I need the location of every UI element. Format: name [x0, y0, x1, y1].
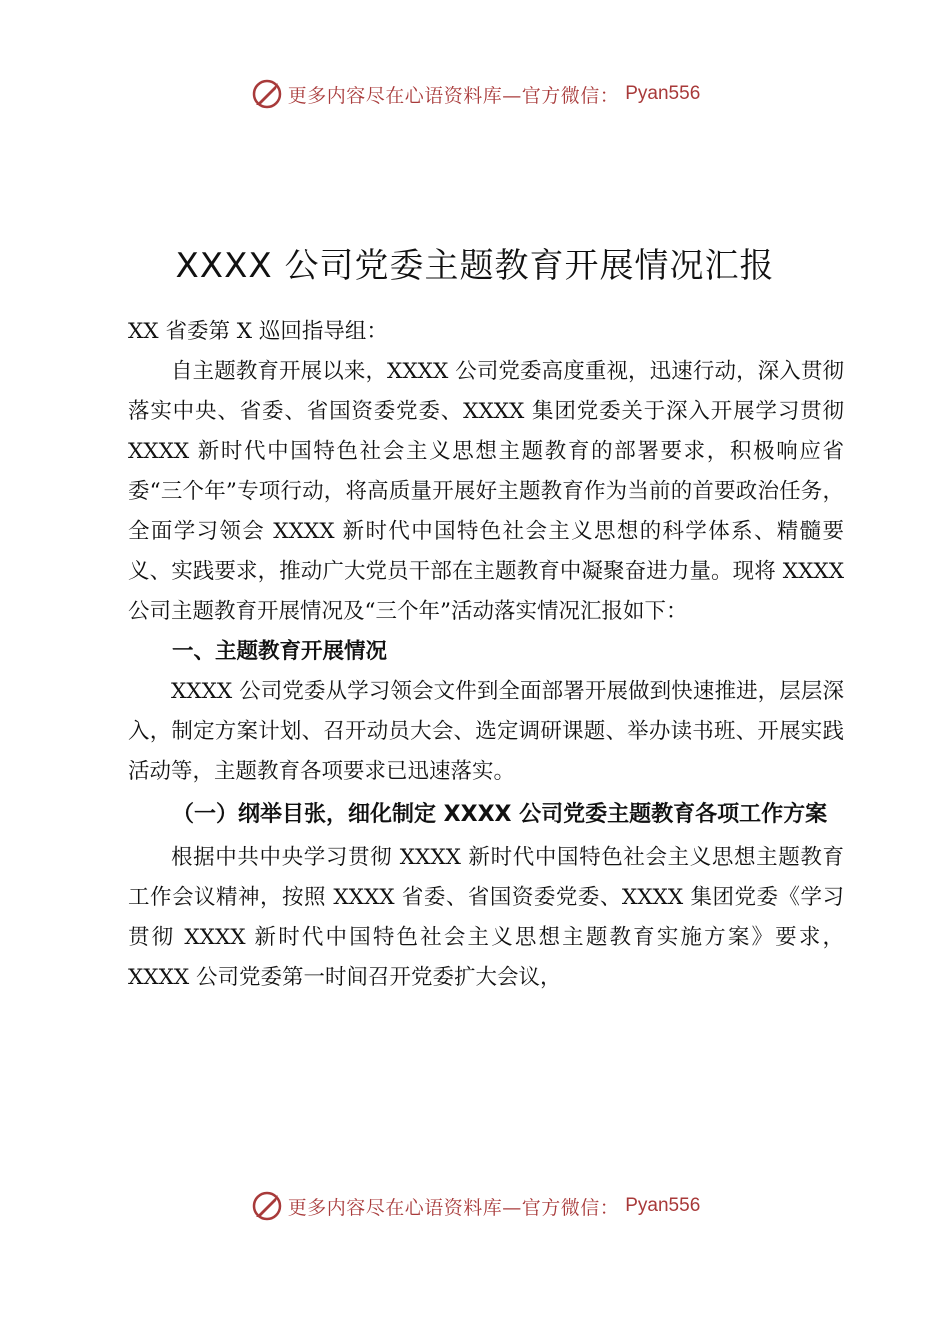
watermark-wechat-id: Pyan556: [625, 1195, 701, 1216]
subsection-paragraph: 根据中共中央学习贯彻 XXXX 新时代中国特色社会主义思想主题教育工作会议精神，按照 XXXX 省委、省国资委党委、XXXX 集团党委《学习贯彻 XXXX 新时代中国特色社会主义思想主题教育实施方案》要求，XXXX 公司党委第一时间召开党委扩大会议，: [128, 845, 844, 990]
salutation: XX 省委第 X 巡回指导组：: [128, 319, 388, 344]
document-title: XXXX 公司党委主题教育开展情况汇报: [175, 246, 775, 286]
footer-watermark: [0, 1186, 950, 1226]
watermark-text: 更多内容尽在心语资料库—官方微信：: [287, 1196, 620, 1219]
intro-paragraph: 自主题教育开展以来，XXXX 公司党委高度重视，迅速行动，深入贯彻落实中央、省委、省国资委党委、XXXX 集团党委关于深入开展学习贯彻 XXXX 新时代中国特色社会主义思想主题教育的部署要求，积极响应省委“三个年”专项行动，将高质量开展好主题教育作为当前的首要政治任务，全面学习领会 XXXX 新时代中国特色社会主义思想的科学体系、精髓要义、实践要求，推动广大党员干部在主题教育中凝聚奋进力量。现将 XXXX 公司主题教育开展情况及“三个年”活动落实情况汇报如下：: [128, 359, 844, 624]
quill-logo-icon: [250, 1189, 284, 1223]
section-heading: 一、主题教育开展情况: [172, 639, 388, 664]
watermark-wechat-id: Pyan556: [625, 83, 701, 104]
watermark-text: 更多内容尽在心语资料库—官方微信：: [287, 84, 620, 107]
subsection-heading: （一）纲举目张，细化制定 XXXX 公司党委主题教育各项工作方案: [172, 802, 828, 827]
header-watermark: [0, 74, 950, 114]
section-paragraph: XXXX 公司党委从学习领会文件到全面部署开展做到快速推进，层层深入，制定方案计划、召开动员大会、选定调研课题、举办读书班、开展实践活动等，主题教育各项要求已迅速落实。: [128, 679, 844, 784]
quill-logo-icon: [250, 77, 284, 111]
document-body: [128, 312, 844, 998]
